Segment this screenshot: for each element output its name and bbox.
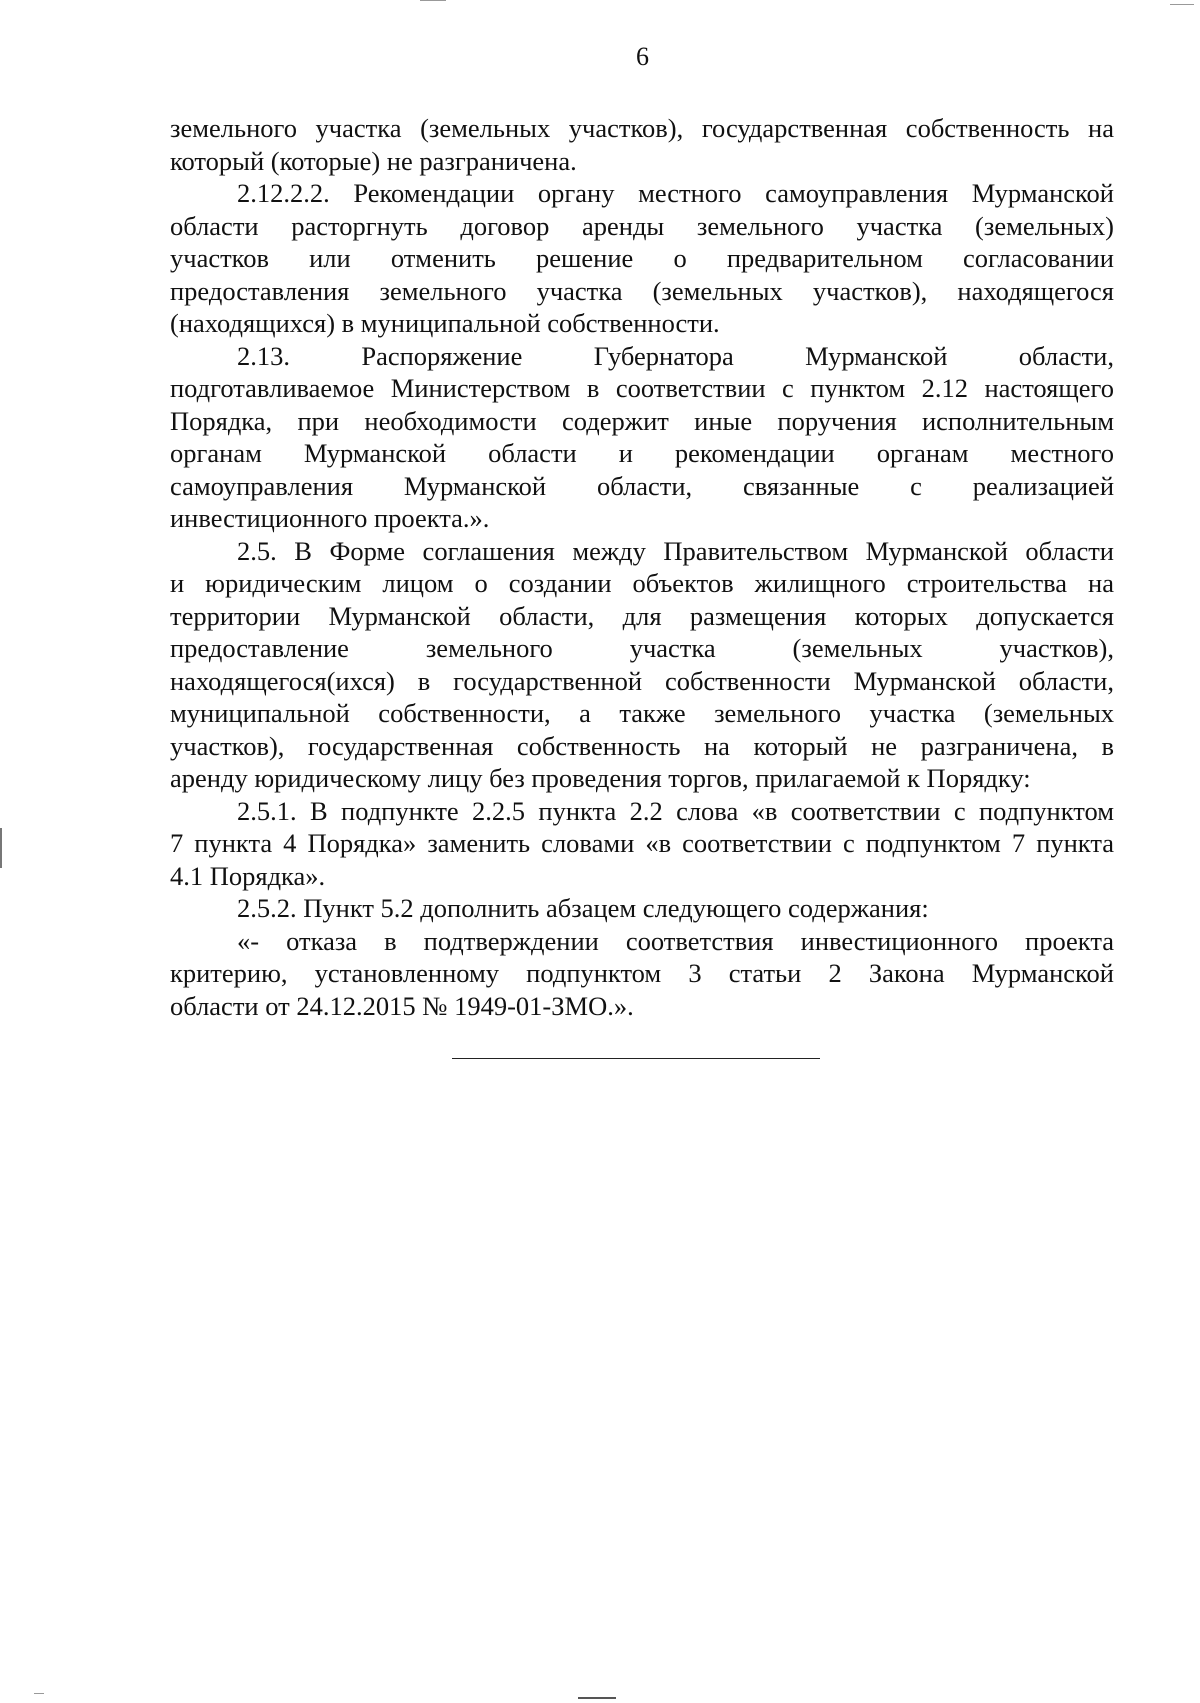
- text-line: 2.5.2. Пункт 5.2 дополнить абзацем следующего содержания:: [237, 893, 929, 923]
- end-separator-line: [452, 1058, 820, 1059]
- text-line: области от 24.12.2015 № 1949-01-ЗМО.».: [170, 990, 634, 1021]
- scan-artifact: [578, 1697, 616, 1699]
- text-line: органам Мурманской области и рекомендации органам местного: [170, 438, 1114, 468]
- text-line: инвестиционного проекта.».: [170, 503, 490, 533]
- scan-artifact: [34, 1693, 44, 1694]
- text-line: аренду юридическому лицу без проведения торгов, прилагаемой к Порядку:: [170, 763, 1031, 793]
- text-line: предоставление земельного участка (земельных участков),: [170, 633, 1114, 663]
- text-line: Порядка, при необходимости содержит иные поручения исполнительным: [170, 405, 1114, 436]
- text-line: 2.5.1. В подпункте 2.2.5 пункта 2.2 слова «в соответствии с подпунктом: [237, 795, 1114, 826]
- text-line: и юридическим лицом о создании объектов жилищного строительства на: [170, 568, 1114, 598]
- text-line: подготавливаемое Министерством в соответствии с пунктом 2.12 настоящего: [170, 373, 1114, 403]
- text-line: территории Мурманской области, для размещения которых допускается: [170, 600, 1114, 631]
- document-body: [170, 112, 1114, 1022]
- text-line: предоставления земельного участка (земельных участков), находящегося: [170, 275, 1114, 306]
- text-line: 7 пункта 4 Порядка» заменить словами «в соответствии с подпунктом 7 пункта: [170, 828, 1114, 858]
- text-line: (находящихся) в муниципальной собственности.: [170, 308, 720, 338]
- text-line: муниципальной собственности, а также земельного участка (земельных: [170, 698, 1114, 728]
- text-line: находящегося(ихся) в государственной собственности Мурманской области,: [170, 665, 1114, 696]
- text-line: области расторгнуть договор аренды земельного участка (земельных): [170, 210, 1114, 241]
- text-line: самоуправления Мурманской области, связанные с реализацией: [170, 470, 1114, 501]
- scan-artifact: [0, 828, 2, 868]
- page-number: 6: [636, 42, 649, 71]
- text-line: 2.12.2.2. Рекомендации органу местного самоуправления Мурманской: [237, 178, 1114, 208]
- text-line: участков), государственная собственность на который не разграничена, в: [170, 730, 1114, 761]
- text-line: критерию, установленному подпунктом 3 статьи 2 Закона Мурманской: [170, 958, 1114, 988]
- text-line: 2.5. В Форме соглашения между Правительством Мурманской области: [237, 535, 1114, 566]
- text-line: участков или отменить решение о предварительном согласовании: [170, 243, 1114, 273]
- scan-artifact: [1170, 4, 1194, 5]
- text-line: «- отказа в подтверждении соответствия инвестиционного проекта: [237, 925, 1114, 956]
- text-line: который (которые) не разграничена.: [170, 145, 577, 176]
- scan-artifact: [420, 0, 446, 1]
- text-line: 4.1 Порядка».: [170, 860, 326, 891]
- text-line: 2.13. Распоряжение Губернатора Мурманской области,: [237, 340, 1114, 371]
- text-line: земельного участка (земельных участков), государственная собственность на: [170, 113, 1114, 143]
